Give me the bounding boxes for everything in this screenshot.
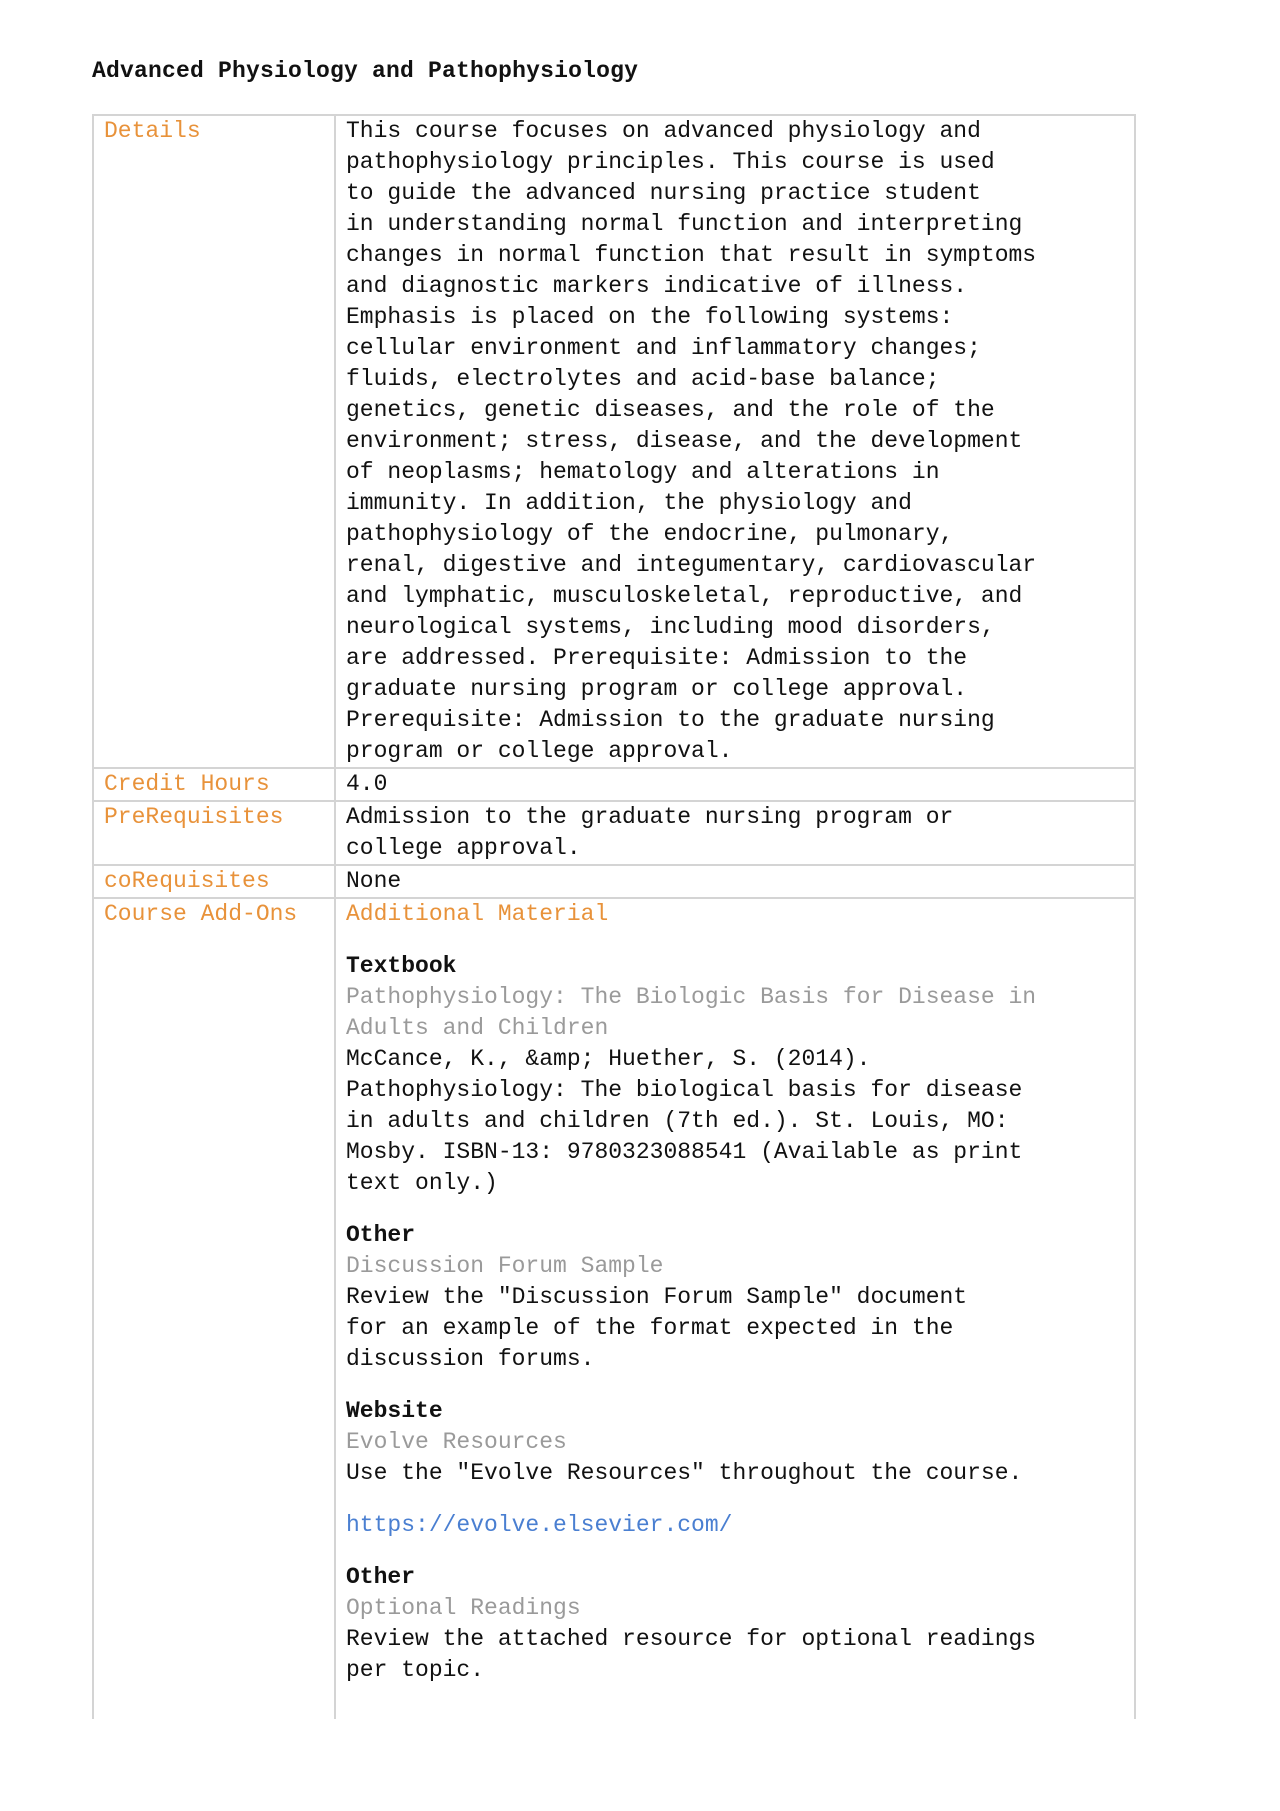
material-description: Use the "Evolve Resources" throughout the course. <box>346 1460 1023 1486</box>
table-row-credit-hours <box>93 768 1135 801</box>
material-title[interactable]: Evolve Resources <box>346 1429 567 1455</box>
add-ons-value <box>335 898 1135 1719</box>
material-title[interactable]: Pathophysiology: The Biologic Basis for Disease in Adults and Children <box>346 984 1037 1041</box>
credit-hours-value: 4.0 <box>335 768 1135 801</box>
material-textbook <box>346 951 1128 1199</box>
prerequisites-label: PreRequisites <box>93 801 335 865</box>
evolve-resources-link[interactable]: https://evolve.elsevier.com/ <box>346 1512 733 1538</box>
material-type-label: Other <box>346 1222 416 1248</box>
material-discussion-forum <box>346 1220 1128 1375</box>
material-description: Review the attached resource for optional readings per topic. <box>346 1626 1037 1683</box>
material-description: McCance, K., &amp; Huether, S. (2014). Pathophysiology: The biological basis for disease in adults and children (7th ed.). St. Louis, MO: Mosby. ISBN-13: 9780323088541 (Available as print text only.) <box>346 1046 1023 1196</box>
material-description: Review the "Discussion Forum Sample" document for an example of the format expected in the discussion forums. <box>346 1284 968 1372</box>
credit-hours-label: Credit Hours <box>93 768 335 801</box>
material-type-label: Textbook <box>346 953 457 979</box>
material-website <box>346 1396 1128 1541</box>
table-row-add-ons <box>93 898 1135 1719</box>
material-optional-readings <box>346 1562 1128 1686</box>
table-row-prerequisites <box>93 801 1135 865</box>
details-label: Details <box>93 115 335 768</box>
material-type-label: Other <box>346 1564 416 1590</box>
table-row-corequisites <box>93 865 1135 898</box>
material-type-label: Website <box>346 1398 443 1424</box>
corequisites-value: None <box>335 865 1135 898</box>
table-row-details <box>93 115 1135 768</box>
material-title[interactable]: Optional Readings <box>346 1595 581 1621</box>
details-value: This course focuses on advanced physiology and pathophysiology principles. This course is used to guide the advanced nursing practice student in understanding normal function and interpreting changes in normal function that result in symptoms and diagnostic markers indicative of illness. Emphasis is placed on the following systems: cellular environment and inflammatory changes; fluids, electrolytes and acid-base balance; genetics, genetic diseases, and the role of the environment; stress, disease, and the development of neoplasms; hematology and alterations in immunity. In addition, the physiology and pathophysiology of the endocrine, pulmonary, renal, digestive and integumentary, cardiovascular and lymphatic, musculoskeletal, reproductive, and neurological systems, including mood disorders, are addressed. Prerequisite: Admission to the graduate nursing program or college approval. Prerequisite: Admission to the graduate nursing program or college approval. <box>335 115 1135 768</box>
additional-material-header: Additional Material <box>346 901 609 927</box>
add-ons-label: Course Add-Ons <box>93 898 335 1719</box>
corequisites-label: coRequisites <box>93 865 335 898</box>
prerequisites-value: Admission to the graduate nursing program or college approval. <box>335 801 1135 865</box>
material-title[interactable]: Discussion Forum Sample <box>346 1253 664 1279</box>
course-details-table <box>92 114 1136 1719</box>
page-title: Advanced Physiology and Pathophysiology <box>92 58 639 84</box>
